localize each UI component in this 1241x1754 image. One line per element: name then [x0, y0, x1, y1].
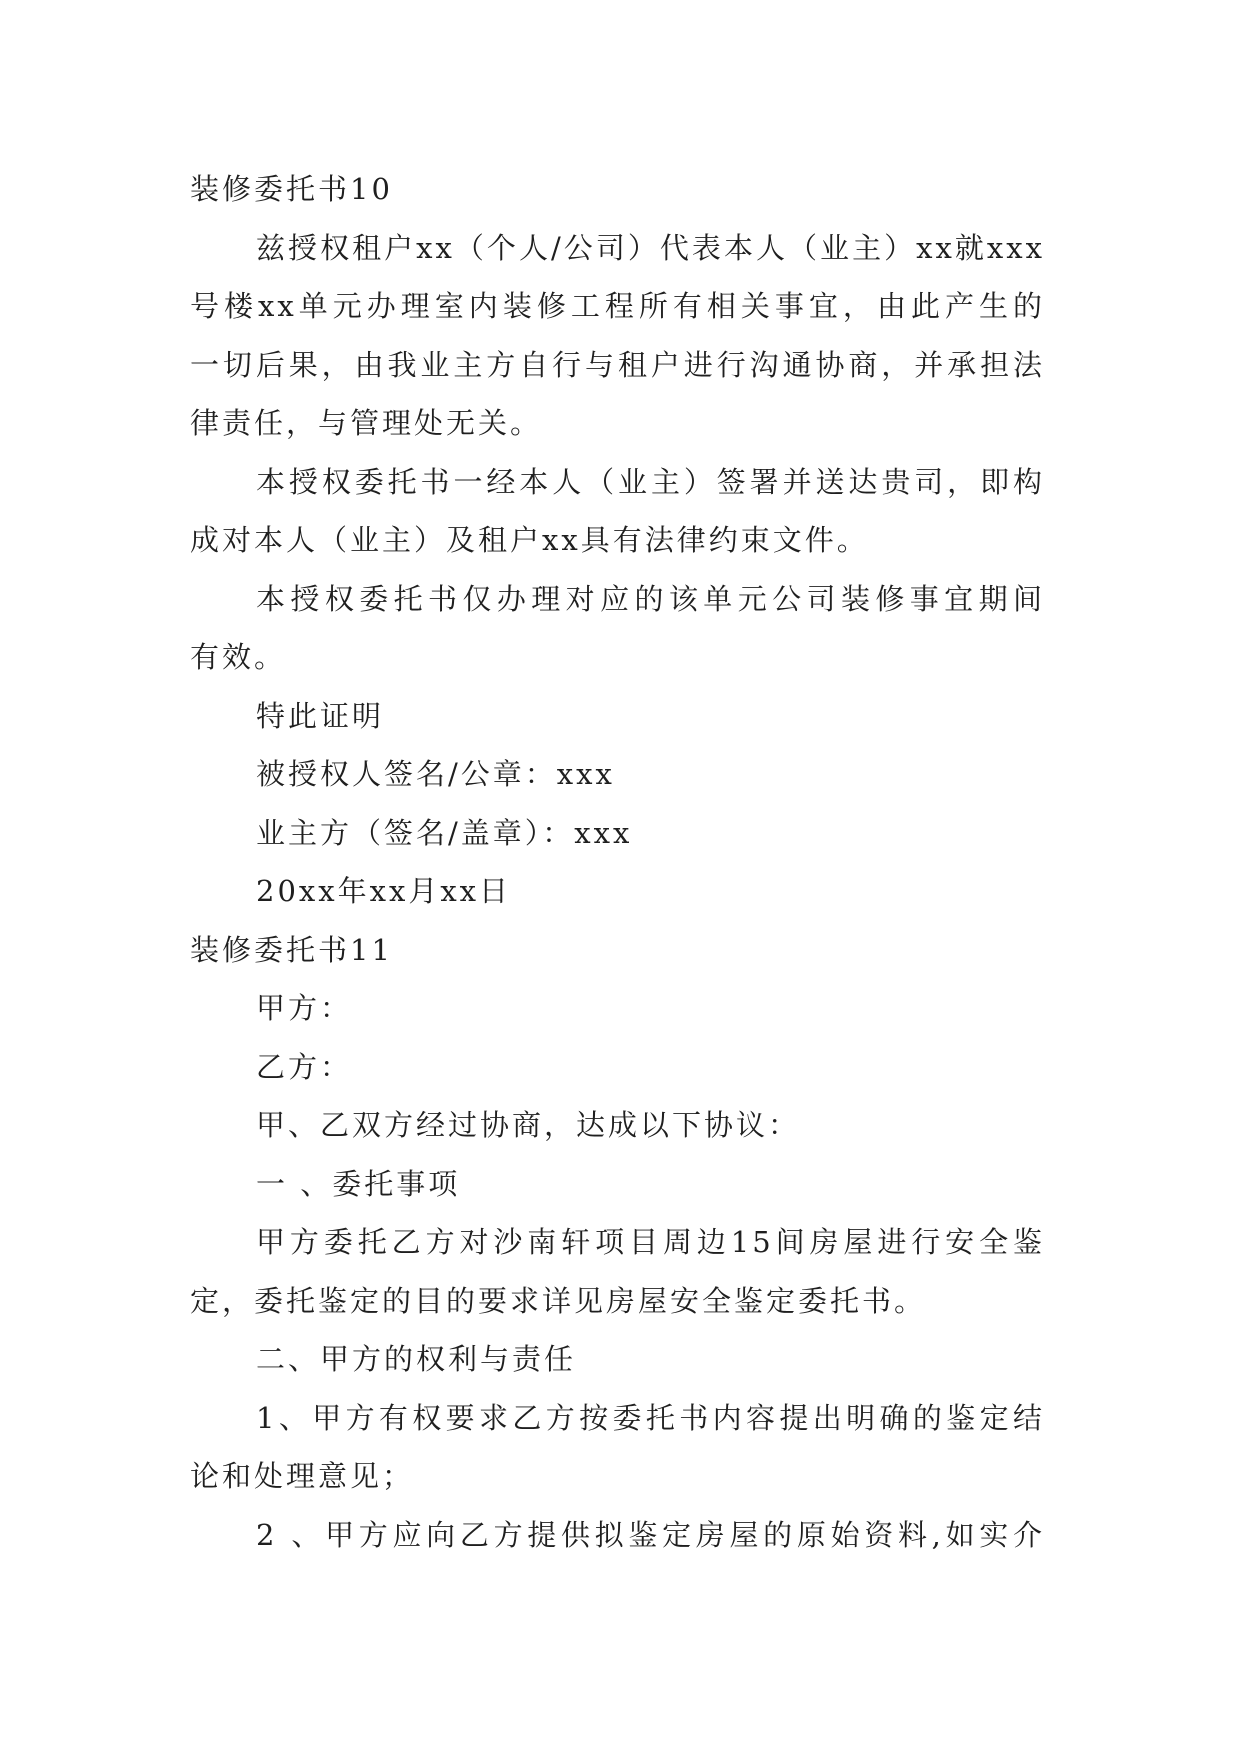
paragraph-line: 本授权委托书仅办理对应的该单元公司装修事宜期间 — [256, 581, 1045, 616]
paragraph-line: 1、甲方有权要求乙方按委托书内容提出明确的鉴定结 — [256, 1400, 1045, 1435]
paragraph-line: 成对本人（业主）及租户xx具有法律约束文件。 — [190, 523, 869, 557]
document-body — [190, 160, 1045, 1564]
section-title-11: 装修委托书11 — [190, 932, 393, 967]
paragraph-line: 甲方委托乙方对沙南轩项目周边15间房屋进行安全鉴 — [256, 1225, 1045, 1259]
paragraph-line: 定，委托鉴定的目的要求详见房屋安全鉴定委托书。 — [190, 1283, 927, 1318]
paragraph-line: 兹授权租户xx（个人/公司）代表本人（业主）xx就xxx — [256, 230, 1045, 265]
clause-heading-1: 一 、委托事项 — [256, 1166, 461, 1201]
party-b-line: 乙方： — [256, 1049, 353, 1084]
authorized-signature-line: 被授权人签名/公章：xxx — [256, 757, 615, 791]
paragraph-line: 本授权委托书一经本人（业主）签署并送达贵司，即构 — [256, 464, 1045, 499]
clause-heading-2: 二、甲方的权利与责任 — [256, 1342, 577, 1376]
paragraph-line: 一切后果，由我业主方自行与租户进行沟通协商，并承担法 — [190, 347, 1045, 382]
paragraph-line: 论和处理意见； — [190, 1459, 415, 1493]
paragraph-line: 有效。 — [190, 640, 287, 674]
owner-signature-line: 业主方（签名/盖章）：xxx — [256, 815, 633, 850]
certification-line: 特此证明 — [256, 698, 385, 733]
date-line: 20xx年xx月xx日 — [256, 874, 512, 908]
agreement-intro-line: 甲、乙双方经过协商，达成以下协议： — [256, 1108, 801, 1142]
section-title-10: 装修委托书10 — [190, 172, 393, 206]
party-a-line: 甲方： — [256, 991, 353, 1025]
paragraph-line: 号楼xx单元办理室内装修工程所有相关事宜，由此产生的 — [190, 289, 1045, 323]
paragraph-line: 律责任，与管理处无关。 — [190, 406, 543, 440]
paragraph-line: 2 、甲方应向乙方提供拟鉴定房屋的原始资料,如实介 — [256, 1517, 1045, 1552]
